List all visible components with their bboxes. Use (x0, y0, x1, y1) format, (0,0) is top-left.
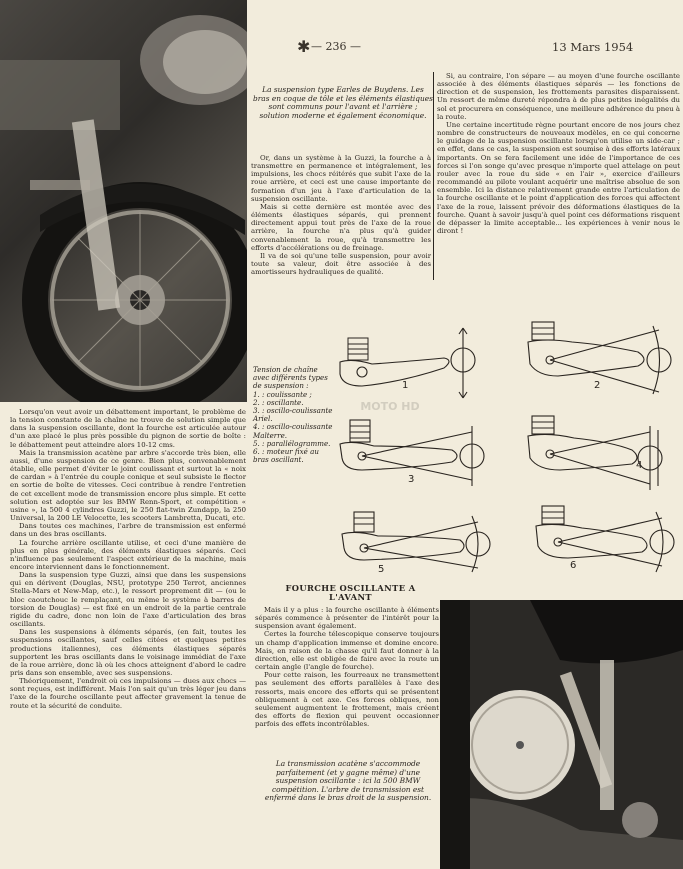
left-column (10, 408, 246, 710)
star-icon: ✱ (297, 37, 311, 56)
diagram-number: 6 (570, 560, 577, 571)
paragraph: Mais si cette dernière est montée avec des éléments élastiques séparés, qui prennent directement appui tout près de l'axe de la roue arrière, la fourche n'a plus qu'à guider convenablement la roue, qu'à transmettre les efforts d'accélérations ou de freinage. (251, 202, 431, 252)
legend-item: 1. : coulissante ; (253, 389, 312, 399)
section-heading: FOURCHE OSCILLANTE A L'AVANT (285, 583, 416, 603)
diagram-number: 3 (408, 474, 415, 485)
paragraph: Dans les suspensions à éléments séparés, (en fait, toutes les suspensions oscillantes, sauf celles citées et quelques petites productions italiennes), ces éléments élastiques séparés supportent les bras oscillants dans le voisinage immédiat de l'axe de la roue arrière, donc là où les chocs atteignent d'abord le cadre pris dans son ensemble, avec ses suspensions. (10, 628, 246, 677)
paragraph: Mais il y a plus : la fourche oscillante à éléments séparés commence à présenter de l'intérêt pour la suspension avant également. (255, 606, 439, 631)
paragraph: Pour cette raison, les fourreaux ne transmettent pas seulement des efforts parallèles à l'axe des ressorts, mais encore des efforts qui se présentent obliquement à cet axe. Ces forces obliques, non seulement augmentent le frottement, mais créent des efforts de flexion qui peuvent occasionner parfois des effets incontrôlables. (255, 671, 439, 729)
diagram-number: 2 (594, 380, 601, 391)
legend-item: 5. : parallélogramme. (253, 438, 331, 448)
diagram-number: 4 (636, 460, 643, 471)
diagram-number: 1 (402, 380, 409, 391)
legend-item: 6. : moteur fixé au bras oscillant. (253, 447, 319, 465)
paragraph: Dans toutes ces machines, l'arbre de transmission est enfermé dans un des bras oscillants. (10, 522, 246, 539)
page-number: — 236 — (311, 40, 361, 53)
middle-column (251, 154, 431, 276)
paragraph: Il va de soi qu'une telle suspension, pour avoir toute sa valeur, doit être associée à des amortisseurs hydrauliques de qualité. (251, 251, 431, 277)
diagram-number: 5 (378, 564, 385, 575)
section-column (255, 606, 439, 728)
paragraph: Mais la transmission acatène par arbre s'accorde très bien, elle aussi, d'une suspension de ce genre. Bien plus, convenablement établie, elle permet d'éviter le joint coulissant et surtout la « noix de cardan » à l'entrée du couple conique et seul subsiste le flector en sortie de boîte de vitesses. Ceci contribue à rendre l'entretien de cet excellent mode de transmission encore plus simple. Et cette solution est adoptée sur les BMW Renn-Sport, et compétition « usine », la 500 4 cylindres Guzzi, le 250 flat-twin Zundapp, la 250 Universal, la 200 LE Velocette, les scooters Lambretta, Ducati, etc. (10, 448, 246, 523)
legend-item: 3. : oscillo-coulissante Ariel. (253, 406, 333, 424)
paragraph: Certes la fourche télescopique conserve toujours un champ d'application immense et domine encore. Mais, en raison de la chasse qu'il faut donner à la direction, elle est obligée de faire avec la route un certain angle (l'angle de fourche). (255, 630, 439, 672)
wheel-illustration (0, 0, 247, 402)
bmw-rear-illustration (440, 600, 683, 869)
right-column (437, 72, 680, 235)
paragraph: Théoriquement, l'endroit où ces impulsions — dues aux chocs — sont reçues, est indifférent. Mais l'on sait qu'un très léger jeu dans l'axe de la fourche oscillante peut affecter gravement la tenue de route et la sécurité de conduite. (10, 677, 246, 710)
paragraph: Or, dans un système à la Guzzi, la fourche a à transmettre en permanence et intégralement, les impulsions, les chocs réitérés que subit l'axe de la roue arrière, et ceci est une cause importante de formation d'un jeu à l'axe d'articulation de la suspension oscillante. (251, 154, 431, 203)
suspension-diagram-drawing (332, 300, 683, 586)
paragraph: Si, au contraire, l'on sépare — au moyen d'une fourche oscillante associée à des éléments élastiques séparés — les fonctions de direction et de suspension, les frottements parasites disparaissent. Un ressort de même dureté répondra à de plus petites inégalités du sol et procurera en conséquence, une meilleure adhérence du pneu à la route. (437, 72, 680, 121)
photo-caption-bottom: La transmission acatène s'accommode parfaitement (et y gagne même) d'une suspension oscillante : ici la 500 BMW compétition. L'arbre de transmission est enfermé dans le bras droit de la suspension. (264, 759, 432, 803)
column-divider (433, 72, 434, 280)
paragraph: Une certaine incertitude règne pourtant encore de nos jours chez nombre de constructeurs de nouveaux modèles, en ce qui concerne le guidage de la suspension oscillante lorsqu'on utilise un side-car ; en effet, dans ce cas, la suspension est soumise à des efforts latéraux importants. On se fera facilement une idée de l'importance de ces forces si l'on songe qu'avec presque n'importe quel attelage on peut rouler avec la roue du side « en l'air », exercice d'ailleurs recommandé au pilote voulant acquérir une maîtrise absolue de son ensemble. Ici la distance relativement grande entre l'articulation de la fourche oscillante et le point d'application des forces qui affectent l'axe de la roue, laissent prévoir des déformations élastiques de la fourche. Quant à savoir jusqu'à quel point ces déformations risquent de dépasser la limite acceptable... les expériences à venir nous le diront ! (437, 120, 680, 235)
chain-tension-diagrams (332, 300, 683, 586)
motorcycle-photo-bottom (440, 600, 683, 869)
legend-intro: Tension de chaîne avec différents types de suspension : (253, 365, 328, 391)
watermark-logo: MOTO HD (360, 400, 420, 413)
paragraph: La fourche arrière oscillante utilise, et ceci d'une manière de plus en plus générale, des éléments élastiques séparés. Ceci n'influence pas seulement l'aspect extérieur de la machine, mais encore interviennent dans le fonctionnement. (10, 538, 246, 571)
issue-date: 13 Mars 1954 (552, 40, 634, 54)
page-header (297, 37, 683, 56)
photo-caption-top: La suspension type Earles de Buydens. Les bras en coque de tôle et les éléments élastiques sont communs pour l'avant et l'arrière ; solution moderne et également économique. (253, 85, 433, 120)
motorcycle-photo-top (0, 0, 247, 402)
legend-item: 2. : oscillante. (253, 397, 304, 407)
diagram-legend (253, 366, 333, 464)
legend-item: 4. : oscillo-coulissante Malterre. (253, 422, 333, 440)
paragraph: Dans la suspension type Guzzi, ainsi que dans les suspensions qui en dérivent (Douglas, NSU, prototype 250 Terrot, anciennes Stella-Mars et New-Map, etc.), le ressort proprement dit — (ou le bloc caoutchouc le remplaçant, ou même le système à barres de torsion de Douglas) — est fixé en un endroit de la partie centrale rigide du cadre, donc non loin de l'axe d'articulation des bras oscillants. (10, 571, 246, 629)
paragraph: Lorsqu'on veut avoir un débattement important, le problème de la tension constante de la chaîne ne trouve de solution simple que dans la suspension oscillante, dont la fourche est articulée autour d'un axe placé le plus près possible du pignon de sortie de boîte : le débattement peut atteindre alors 10-12 cms. (10, 408, 246, 449)
